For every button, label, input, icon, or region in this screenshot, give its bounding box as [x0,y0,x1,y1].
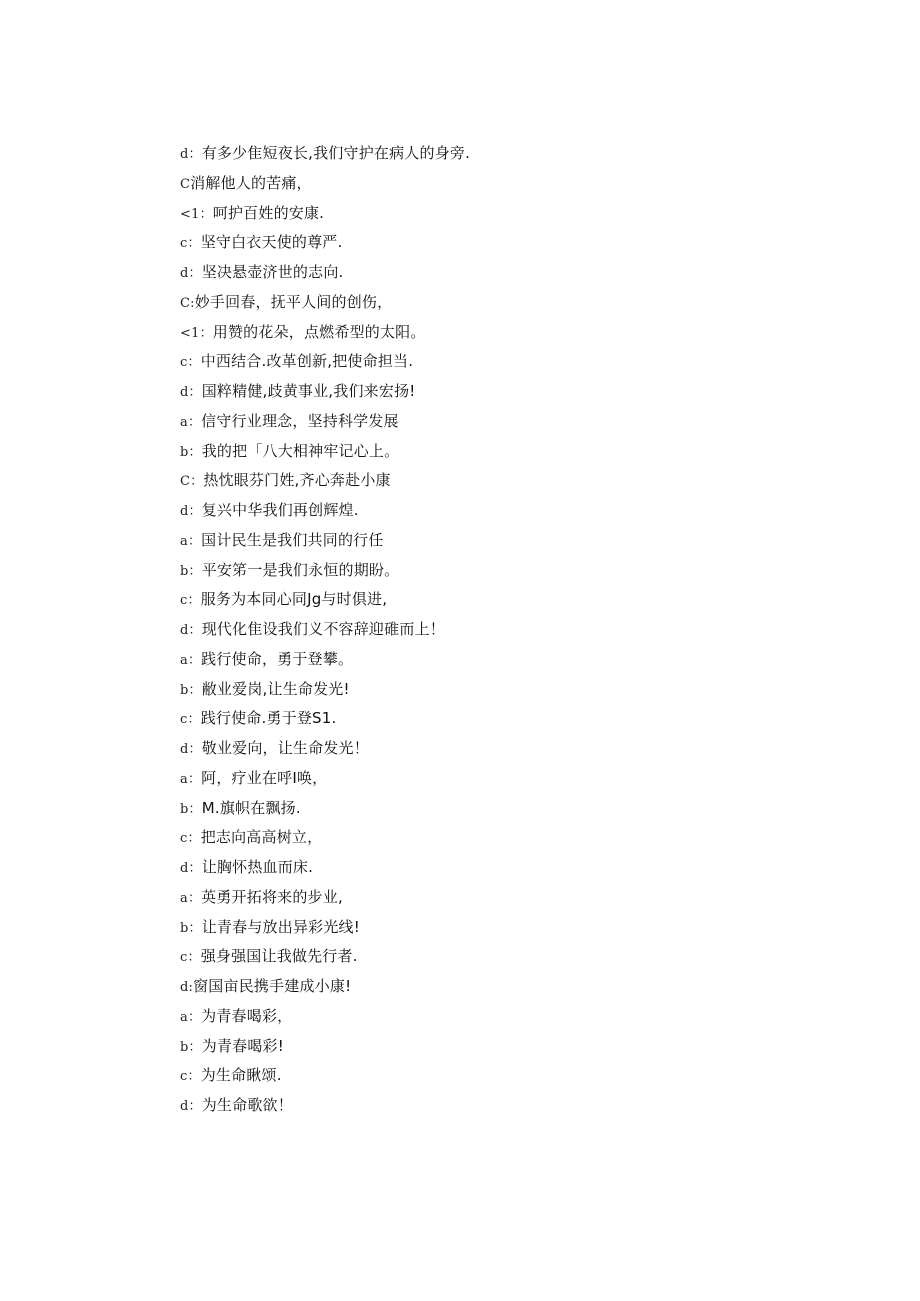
line-text: M.旗帜在飘扬. [201,798,301,817]
line-text: 践行使命.勇于登S1. [200,709,337,728]
poem-line [180,645,820,675]
speaker-label: d： [180,504,202,519]
speaker-label: b： [180,444,202,460]
speaker-label: c： [180,712,201,728]
speaker-label: d： [180,147,202,162]
line-text: 敬业爱向，让生命发光！ [201,739,369,757]
poem-line [180,169,820,199]
poem-line [180,704,820,734]
line-text: 让青春与放出异彩光线! [201,917,360,936]
poem-line [180,764,820,794]
speaker-label: b： [180,1039,202,1055]
poem-line [180,585,820,615]
speaker-label: a： [180,890,202,906]
speaker-label: b： [180,682,202,698]
line-text: 妙手回春，抚平人间的创伤， [194,292,393,311]
speaker-label: a： [180,533,202,549]
speaker-label: a： [180,652,202,668]
speaker-label: <1： [180,206,213,222]
speaker-label: c： [180,950,201,966]
speaker-label: c： [180,355,201,371]
speaker-label: a： [180,1009,202,1025]
line-text: 平安笫一是我们永恒的期盼。 [201,560,400,579]
poem-line [180,556,820,586]
line-text: 现代化隹设我们义不容辞迎碓而上！ [201,620,445,638]
line-text: 为青春喝彩， [201,1006,293,1025]
line-text: 消解他人的苦痛， [190,173,312,192]
line-text: 践行使命，勇于登攀。 [201,649,354,668]
poem-line [180,675,820,705]
line-text: 阿，疗业在呼I唤， [201,768,328,787]
line-text: 复兴中华我们再创辉煌. [201,501,359,519]
speaker-label: d： [180,861,202,876]
speaker-label: a： [180,771,202,787]
line-text: 中西结合.改革创新,把使命担当. [200,352,414,371]
line-text: 坚决悬壶济世的志向. [201,263,344,281]
poem-line [180,1032,820,1062]
poem-line [180,377,820,407]
poem-line [180,823,820,853]
line-text: 服务为本同心同Jg与时俱进, [200,590,388,609]
line-text: 强身强国让我做先行者. [200,947,358,966]
speaker-label: c： [180,1069,201,1085]
speaker-label: c： [180,831,201,847]
speaker-label: C： [180,474,204,490]
speaker-label: b： [180,801,202,817]
speaker-label: d： [180,1099,202,1114]
poem-line [180,466,820,496]
line-text: 信守行业理念，坚持科学发展 [201,411,399,430]
poem-line [180,228,820,258]
speaker-label: C: [180,295,195,311]
line-text: 国粹精健,歧黄事业,我们来宏扬! [201,382,416,400]
speaker-label: d： [180,266,202,281]
line-text: 呵护百姓的安康. [212,203,325,222]
speaker-label: C [180,176,191,192]
poem-line [180,288,820,318]
line-text: 英勇开拓将来的步业, [201,887,343,906]
poem-line [180,942,820,972]
poem-line [180,407,820,437]
speaker-label: b： [180,563,202,579]
line-text: 为生命瞅颂. [200,1066,282,1085]
speaker-label: c： [180,593,201,609]
poem-lines [180,139,820,1121]
line-text: 国计民生是我们共同的行任 [201,530,384,549]
line-text: 为生命歌欲！ [201,1096,293,1114]
poem-line [180,913,820,943]
line-text: 热忱眼芬门姓,齐心奔赴小康 [203,471,391,490]
speaker-label: a： [180,414,202,430]
poem-line [180,258,820,288]
poem-line [180,972,820,1002]
speaker-label: <1： [180,325,213,341]
line-text: 坚守白衣天使的尊严. [200,233,343,252]
speaker-label: d： [180,623,202,638]
speaker-label: d： [180,742,202,757]
line-text: 有多少隹短夜长,我们守护在病人的身旁. [201,144,471,162]
poem-line [180,615,820,645]
poem-line [180,794,820,824]
poem-line [180,199,820,229]
poem-line [180,1002,820,1032]
speaker-label: d: [180,980,194,995]
poem-line [180,496,820,526]
poem-line [180,853,820,883]
poem-line [180,883,820,913]
speaker-label: d： [180,385,202,400]
poem-line [180,347,820,377]
line-text: 为青春喝彩! [201,1036,284,1055]
line-text: 把志向高高树立， [200,828,323,847]
line-text: 用赞的花朵，点燃希型的太阳。 [212,322,426,341]
poem-line [180,318,820,348]
line-text: 让胸怀热血而床. [201,858,314,876]
poem-line [180,526,820,556]
line-text: 窗国亩民携手建成小康! [193,977,352,995]
line-text: 敝业爱岗,让生命发光! [201,679,350,698]
poem-line [180,734,820,764]
speaker-label: c： [180,236,201,252]
poem-line [180,1091,820,1121]
speaker-label: b： [180,920,202,936]
poem-line [180,1061,820,1091]
poem-line [180,437,820,467]
poem-line [180,139,820,169]
line-text: 我的把「八大相神牢记心上。 [201,441,400,460]
